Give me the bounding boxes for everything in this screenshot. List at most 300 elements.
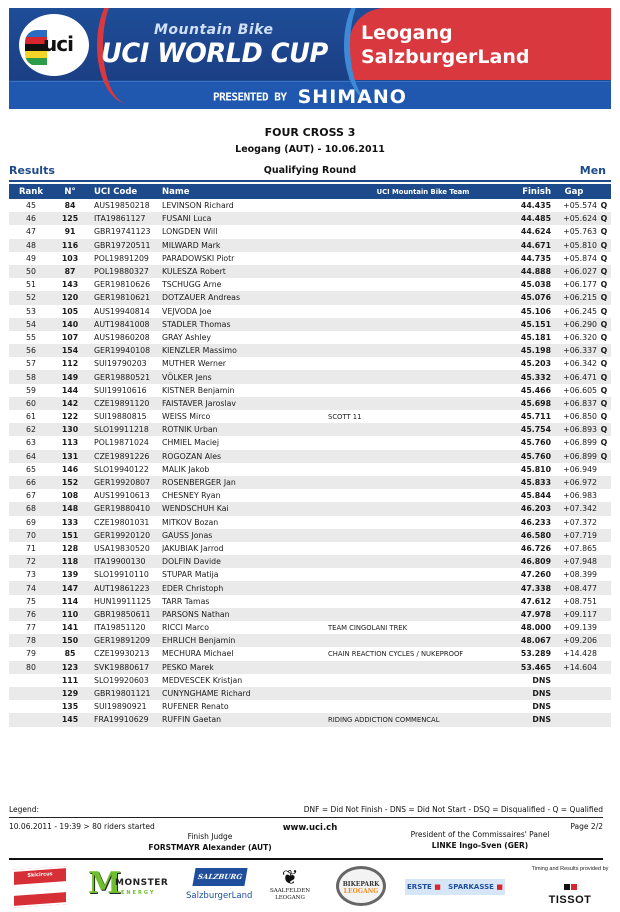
cell-team — [328, 305, 518, 318]
cell-gap: +06.893 — [551, 423, 597, 436]
cell-gap: +06.850 — [563, 412, 597, 422]
cell-uci-code: GER19810626 — [94, 280, 151, 290]
cell-number: 107 — [61, 332, 79, 342]
cell-number: 118 — [53, 555, 87, 568]
cell-uci-code: CZE19801031 — [94, 517, 150, 527]
table-row — [9, 410, 611, 423]
bikepark-leogang-logo — [336, 866, 386, 906]
cell-name: MUTHER Werner — [162, 359, 226, 369]
cell-name: LONGDEN Will — [162, 227, 218, 237]
cell-uci-code: GBR19720511 — [87, 239, 162, 252]
cell-name: LEVINSON Richard — [162, 201, 234, 211]
cell-gap: +14.604 — [551, 661, 597, 674]
cell-team — [328, 489, 518, 502]
table-row — [9, 225, 611, 238]
cell-finish: 45.698 — [518, 397, 551, 410]
cell-qualified: Q — [597, 318, 611, 331]
cell-finish: 45.038 — [520, 280, 551, 290]
cell-uci-code: GER19810621 — [87, 291, 162, 304]
table-row — [9, 476, 611, 489]
venue-name: Leogang — [361, 22, 453, 44]
cell-team — [328, 555, 518, 568]
cell-finish: 53.289 — [520, 649, 551, 659]
cell-number: 151 — [53, 529, 87, 542]
cell-finish: 46.580 — [518, 529, 551, 542]
cell-name: FAISTAVER Jaroslav — [162, 397, 328, 410]
cell-uci-code: GBR19850611 — [87, 608, 162, 621]
cell-name: KISTNER Benjamin — [162, 385, 235, 395]
cell-rank — [9, 713, 53, 726]
sparkasse-label: SPARKASSE — [448, 883, 494, 891]
cell-uci-code: AUS19910613 — [94, 491, 150, 501]
col-name: Name — [162, 184, 328, 199]
cell-gap: +08.477 — [551, 581, 597, 594]
tissot-cross-icon — [563, 875, 577, 894]
cell-number: 144 — [61, 385, 79, 395]
cell-uci-code: SLO19920603 — [94, 675, 149, 685]
cell-name: VEJVODA Joe — [162, 306, 212, 316]
cell-name: TSCHUGG Arne — [162, 280, 222, 290]
cell-rank: 49 — [26, 253, 36, 263]
cell-gap: +08.751 — [563, 596, 597, 606]
cell-uci-code: HUN19911125 — [94, 596, 152, 606]
table-row — [9, 278, 611, 291]
legend-divider — [9, 817, 603, 818]
cell-name: MEDVESCEK Kristjan — [162, 675, 243, 685]
cell-qualified: Q — [597, 397, 611, 410]
cell-finish: 47.612 — [520, 596, 551, 606]
cell-qualified — [597, 568, 611, 581]
cell-rank: 62 — [9, 423, 53, 436]
cell-gap: +05.574 — [563, 201, 597, 211]
presented-by — [9, 86, 611, 108]
cell-qualified — [597, 608, 611, 621]
table-row — [9, 463, 611, 476]
cell-name: DOLFIN Davide — [162, 555, 328, 568]
tissot-label: TISSOT — [548, 894, 592, 906]
cell-finish: DNS — [518, 713, 551, 726]
salzburgerland-logo — [186, 866, 254, 906]
cell-qualified: Q — [597, 291, 611, 304]
cell-team — [328, 463, 518, 476]
cell-finish: 44.485 — [518, 212, 551, 225]
cell-uci-code: GER19891209 — [87, 634, 162, 647]
cell-rank: 68 — [9, 502, 53, 515]
cell-gap: +06.972 — [551, 476, 597, 489]
banner-title: UCI WORLD CUP — [101, 38, 328, 69]
footer-url-link[interactable]: www.uci.ch — [282, 823, 338, 833]
cell-team — [328, 516, 518, 529]
cell-rank — [9, 687, 53, 700]
cell-name: PARSONS Nathan — [162, 608, 328, 621]
cell-uci-code: SUI19790203 — [94, 359, 147, 369]
cell-gap: +05.624 — [551, 212, 597, 225]
results-label: Results — [9, 164, 55, 177]
legend-label: Legend: — [9, 805, 40, 814]
cell-rank: 66 — [9, 476, 53, 489]
judge-role: Finish Judge — [187, 832, 233, 841]
cell-uci-code: USA19830520 — [94, 543, 150, 553]
cell-rank: 78 — [9, 634, 53, 647]
cell-number: 131 — [53, 450, 87, 463]
cell-finish: 44.888 — [518, 265, 551, 278]
cell-gap: +08.399 — [563, 570, 597, 580]
skicircus-logo — [12, 866, 68, 908]
cell-finish: 45.106 — [520, 306, 551, 316]
cell-team — [328, 370, 518, 383]
cell-team — [328, 700, 518, 713]
cell-gap: +06.837 — [551, 397, 597, 410]
table-row — [9, 489, 611, 502]
cell-rank: 77 — [26, 623, 36, 633]
cell-number: 149 — [53, 370, 87, 383]
cell-qualified: Q — [600, 438, 608, 448]
cell-number: 146 — [61, 464, 79, 474]
cell-finish: 44.624 — [520, 227, 551, 237]
cell-qualified: Q — [600, 253, 608, 263]
cell-number: 135 — [61, 702, 79, 712]
cell-finish: DNS — [532, 702, 551, 712]
cell-team — [328, 595, 518, 608]
cell-team — [328, 265, 518, 278]
cell-qualified: Q — [597, 212, 611, 225]
cell-rank: 80 — [9, 661, 53, 674]
cell-rank: 64 — [9, 450, 53, 463]
col-qualified — [597, 184, 611, 199]
col-gap: Gap — [551, 184, 597, 199]
cell-number: 87 — [53, 265, 87, 278]
timing-caption: Timing and Results provided by — [531, 866, 609, 872]
cell-qualified: Q — [597, 239, 611, 252]
cell-finish: 48.067 — [518, 634, 551, 647]
cell-gap: +06.337 — [551, 344, 597, 357]
cell-rank — [9, 674, 53, 687]
cell-finish: 53.465 — [518, 661, 551, 674]
cell-gap: +05.874 — [563, 253, 597, 263]
cell-name: PESKO Marek — [162, 661, 328, 674]
cell-team: TEAM CINGOLANI TREK — [328, 623, 408, 632]
cell-name: MALIK Jakob — [162, 464, 210, 474]
cell-gap — [551, 700, 597, 713]
cell-gap: +07.719 — [551, 529, 597, 542]
cell-gap: +09.206 — [551, 634, 597, 647]
monster-claw-icon: M — [88, 866, 122, 901]
cell-team — [328, 529, 518, 542]
cell-finish: 47.338 — [518, 581, 551, 594]
cell-team — [328, 687, 518, 700]
cell-finish: 46.726 — [520, 543, 551, 553]
cell-team — [328, 291, 518, 304]
cell-rank: 72 — [9, 555, 53, 568]
cell-number: 145 — [53, 713, 87, 726]
cell-name: CUNYNGHAME Richard — [162, 687, 328, 700]
saalfelden-label: SAALFELDEN — [269, 888, 311, 894]
cell-name: CHESNEY Ryan — [162, 491, 221, 501]
cell-qualified — [597, 516, 611, 529]
cell-number: 108 — [61, 491, 79, 501]
cell-uci-code: GER19920807 — [87, 476, 162, 489]
cell-name: EHRLICH Benjamin — [162, 634, 328, 647]
cell-gap: +06.177 — [563, 280, 597, 290]
presented-by-label: PRESENTED BY — [213, 90, 287, 104]
cell-qualified — [597, 476, 611, 489]
cell-uci-code: GER19920120 — [87, 529, 162, 542]
cell-name: EDER Christoph — [162, 581, 328, 594]
cell-name: RUFENER Renato — [162, 702, 229, 712]
cell-finish: 46.233 — [520, 517, 551, 527]
commissaires-president — [380, 830, 580, 850]
cell-rank: 48 — [9, 239, 53, 252]
cell-gap: +06.027 — [551, 265, 597, 278]
cell-gap — [551, 674, 597, 687]
table-row — [9, 370, 611, 383]
cell-qualified — [597, 529, 611, 542]
cell-finish: 47.260 — [520, 570, 551, 580]
table-row — [9, 265, 611, 278]
cell-rank: 46 — [9, 212, 53, 225]
cell-number: 142 — [53, 397, 87, 410]
cell-qualified: Q — [600, 385, 608, 395]
cell-number: 122 — [61, 412, 79, 422]
title-divider — [9, 180, 611, 182]
cell-gap: +06.899 — [563, 438, 597, 448]
finish-judge — [120, 832, 300, 852]
cell-gap: +09.139 — [563, 623, 597, 633]
cell-rank: 71 — [26, 543, 36, 553]
cell-team — [328, 568, 518, 581]
cell-rank: 76 — [9, 608, 53, 621]
table-row — [9, 331, 611, 344]
table-row — [9, 529, 611, 542]
cell-gap — [551, 713, 597, 726]
cell-finish: 44.671 — [518, 239, 551, 252]
cell-finish: 44.735 — [520, 253, 551, 263]
cell-rank — [9, 700, 53, 713]
cell-rank: 69 — [26, 517, 36, 527]
cell-name: KIENZLER Massimo — [162, 344, 328, 357]
cell-team — [328, 278, 518, 291]
col-rank: Rank — [9, 184, 53, 199]
cell-finish: 45.076 — [518, 291, 551, 304]
cell-name: ROGOZAN Ales — [162, 450, 328, 463]
cell-gap: +07.342 — [551, 502, 597, 515]
cell-team — [328, 581, 518, 594]
cell-uci-code: SLO19910110 — [94, 570, 149, 580]
cell-rank: 73 — [26, 570, 36, 580]
cell-number: 105 — [61, 306, 79, 316]
bikepark-leogang-label: LEOGANG — [343, 888, 379, 895]
venue-region: SalzburgerLand — [361, 46, 530, 68]
cell-number: 91 — [64, 227, 76, 237]
cell-gap: +06.471 — [551, 370, 597, 383]
cell-qualified — [597, 621, 611, 634]
cell-name: GRAY Ashley — [162, 332, 212, 342]
cell-qualified — [597, 700, 611, 713]
cell-finish: 45.711 — [520, 412, 551, 422]
cell-gap: +07.865 — [563, 543, 597, 553]
cell-name: MITKOV Bozan — [162, 517, 219, 527]
cell-team — [328, 344, 518, 357]
flag-band — [14, 881, 66, 896]
cell-uci-code: POL19871024 — [94, 438, 149, 448]
cell-team — [328, 239, 518, 252]
cell-finish: 45.466 — [520, 385, 551, 395]
cell-rank: 59 — [26, 385, 36, 395]
cell-uci-code: ITA19851120 — [94, 623, 146, 633]
cell-uci-code: GBR19741123 — [94, 227, 151, 237]
cell-rank: 47 — [26, 227, 36, 237]
cell-qualified — [597, 661, 611, 674]
event-title: FOUR CROSS 3 — [264, 126, 356, 139]
cell-gap: +09.117 — [551, 608, 597, 621]
cell-team — [328, 661, 518, 674]
cell-uci-code: SUI19890921 — [94, 702, 147, 712]
col-number: N° — [53, 184, 87, 199]
cell-gap: +14.428 — [563, 649, 597, 659]
cell-finish: 48.000 — [520, 623, 551, 633]
bikepark-label: BIKEPARK — [342, 881, 380, 888]
table-row — [9, 634, 611, 647]
cell-gap: +06.290 — [551, 318, 597, 331]
cell-team: RIDING ADDICTION COMMENCAL — [328, 713, 518, 726]
cell-uci-code: GER19880521 — [87, 370, 162, 383]
cell-name: DOTZAUER Andreas — [162, 291, 328, 304]
cell-gap: +06.342 — [563, 359, 597, 369]
cell-name: WEISS Mirco — [162, 412, 211, 422]
cell-name: MILWARD Mark — [162, 239, 328, 252]
cell-team — [328, 674, 518, 687]
cell-qualified — [597, 581, 611, 594]
cell-team — [328, 450, 518, 463]
cell-number: 114 — [61, 596, 79, 606]
cell-uci-code: GBR19801121 — [87, 687, 162, 700]
table-row — [9, 199, 611, 212]
cell-team — [328, 318, 518, 331]
cell-qualified — [597, 674, 611, 687]
cell-finish: 45.760 — [520, 438, 551, 448]
cell-uci-code: ITA19900130 — [87, 555, 162, 568]
cell-finish: DNS — [518, 687, 551, 700]
table-row — [9, 555, 611, 568]
round-label: Qualifying Round — [263, 165, 357, 176]
cell-uci-code: GER19880410 — [87, 502, 162, 515]
monster-energy-logo — [88, 866, 169, 906]
cell-qualified: Q — [600, 306, 608, 316]
cell-rank: 55 — [26, 332, 36, 342]
cell-qualified — [597, 555, 611, 568]
cell-team — [328, 397, 518, 410]
saalfelden-leogang-logo — [268, 866, 312, 908]
skicircus-label: Skicircus — [27, 871, 53, 879]
cell-name: STADLER Thomas — [162, 318, 328, 331]
cell-number: 85 — [64, 649, 76, 659]
cell-team — [328, 252, 518, 265]
cell-finish: 45.198 — [518, 344, 551, 357]
cell-uci-code: ITA19861127 — [87, 212, 162, 225]
cell-uci-code: AUT19841008 — [87, 318, 162, 331]
cell-gap: +06.320 — [563, 332, 597, 342]
cell-number: 84 — [64, 201, 76, 211]
table-row — [9, 384, 611, 397]
cell-qualified — [597, 542, 611, 555]
cell-rank: 51 — [26, 280, 36, 290]
cell-finish: 45.151 — [518, 318, 551, 331]
cell-finish: 45.844 — [520, 491, 551, 501]
table-row — [9, 687, 611, 700]
cell-number: 154 — [53, 344, 87, 357]
cell-rank: 63 — [26, 438, 36, 448]
table-header-row — [9, 184, 611, 199]
cell-qualified: Q — [597, 450, 611, 463]
cell-name: RICCI Marco — [162, 623, 209, 633]
table-row — [9, 647, 611, 660]
cell-name: ROSENBERGER Jan — [162, 476, 328, 489]
cell-qualified: Q — [600, 332, 608, 342]
cell-gap — [551, 687, 597, 700]
table-row — [9, 344, 611, 357]
panther-icon: ❦ — [281, 865, 299, 889]
cell-finish: 45.203 — [520, 359, 551, 369]
cell-gap: +06.215 — [551, 291, 597, 304]
footer-divider — [9, 858, 603, 860]
cell-qualified: Q — [597, 423, 611, 436]
cell-number: 152 — [53, 476, 87, 489]
cell-qualified — [597, 489, 611, 502]
cell-gap: +05.810 — [551, 239, 597, 252]
cell-number: 113 — [61, 438, 79, 448]
cell-number: 128 — [61, 543, 79, 553]
cell-number: 140 — [53, 318, 87, 331]
cell-gap: +07.948 — [551, 555, 597, 568]
judge-name: FORSTMAYR Alexander (AUT) — [148, 843, 272, 852]
cell-name: FUSANI Luca — [162, 212, 328, 225]
cell-uci-code: CZE19891120 — [87, 397, 162, 410]
event-subtitle: Leogang (AUT) - 10.06.2011 — [235, 144, 385, 155]
cell-uci-code: CZE19891226 — [87, 450, 162, 463]
cell-uci-code: POL19891209 — [94, 253, 149, 263]
cell-qualified — [597, 502, 611, 515]
shimano-logo: SHIMANO — [297, 86, 407, 108]
cell-name: ROTNIK Urban — [162, 423, 328, 436]
cell-qualified — [597, 634, 611, 647]
table-row — [9, 542, 611, 555]
cell-qualified — [597, 713, 611, 726]
cell-uci-code: POL19880327 — [87, 265, 162, 278]
page-number: Page 2/2 — [570, 822, 603, 831]
cell-uci-code: AUS19850218 — [94, 201, 150, 211]
cell-finish: 46.203 — [518, 502, 551, 515]
cell-name: JAKUBIAK Jarrod — [162, 543, 224, 553]
uci-logo — [19, 14, 89, 76]
cell-uci-code: FRA19910629 — [87, 713, 162, 726]
cell-rank: 61 — [26, 412, 36, 422]
cell-qualified: Q — [597, 265, 611, 278]
cell-rank: 54 — [9, 318, 53, 331]
cell-number: 120 — [53, 291, 87, 304]
table-row — [9, 212, 611, 225]
table-row — [9, 581, 611, 594]
cell-rank: 79 — [26, 649, 36, 659]
col-uci-code: UCI Code — [87, 184, 162, 199]
cell-rank: 60 — [9, 397, 53, 410]
cell-team — [328, 199, 518, 212]
cell-number: 110 — [53, 608, 87, 621]
cell-finish: 46.809 — [518, 555, 551, 568]
monster-sub-label: ENERGY — [121, 890, 156, 896]
cell-gap: +06.605 — [563, 385, 597, 395]
cell-rank: 70 — [9, 529, 53, 542]
cell-rank: 57 — [26, 359, 36, 369]
